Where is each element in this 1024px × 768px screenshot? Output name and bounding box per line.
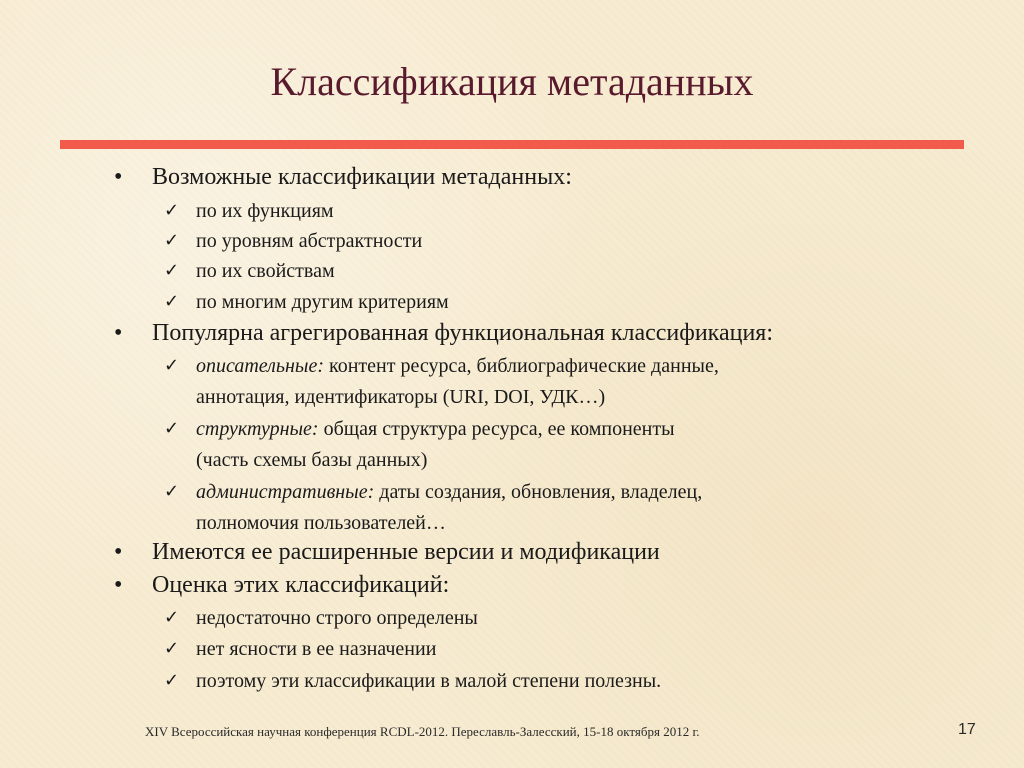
sub-item bbox=[164, 355, 719, 378]
sub-item-text: по их свойствам bbox=[196, 260, 335, 282]
checkmark-icon: ✓ bbox=[164, 418, 180, 439]
sub-item bbox=[164, 607, 478, 630]
sub-item-continuation: полномочия пользователей… bbox=[196, 512, 446, 534]
sub-item bbox=[164, 200, 334, 223]
sub-item-continuation: (часть схемы базы данных) bbox=[196, 449, 428, 471]
bullet-text: Имеются ее расширенные версии и модификации bbox=[152, 539, 660, 565]
bullet-icon: • bbox=[114, 539, 123, 565]
bullet-icon: • bbox=[114, 320, 123, 346]
sub-item-term: административные: bbox=[196, 481, 375, 503]
sub-item-text: по их функциям bbox=[196, 200, 334, 222]
sub-item-text: поэтому эти классификации в малой степени полезны. bbox=[196, 670, 662, 692]
checkmark-icon: ✓ bbox=[164, 355, 180, 376]
sub-item-term: описательные: bbox=[196, 355, 325, 377]
sub-item bbox=[164, 481, 703, 504]
sub-item bbox=[164, 418, 675, 441]
bullet-text: Популярна агрегированная функциональная классификация: bbox=[152, 320, 773, 346]
checkmark-icon: ✓ bbox=[164, 670, 180, 691]
sub-item-term: структурные: bbox=[196, 418, 319, 440]
bullet-item bbox=[114, 539, 660, 566]
slide-title: Классификация метаданных bbox=[270, 59, 754, 104]
sub-item bbox=[164, 291, 449, 314]
sub-item bbox=[164, 230, 423, 253]
bullet-text: Оценка этих классификаций: bbox=[152, 572, 450, 598]
bullet-item bbox=[114, 164, 572, 191]
bullet-icon: • bbox=[114, 164, 123, 190]
sub-item-text: по многим другим критериям bbox=[196, 291, 449, 313]
checkmark-icon: ✓ bbox=[164, 291, 180, 312]
title-divider bbox=[60, 140, 964, 149]
checkmark-icon: ✓ bbox=[164, 481, 180, 502]
bullet-icon: • bbox=[114, 572, 123, 598]
checkmark-icon: ✓ bbox=[164, 230, 180, 251]
checkmark-icon: ✓ bbox=[164, 260, 180, 281]
footer-text: XIV Всероссийская научная конференция RCDL-2012. Переславль-Залесский, 15-18 октября 2012 г. bbox=[145, 724, 700, 739]
sub-item-text: даты создания, обновления, владелец, bbox=[374, 481, 703, 503]
checkmark-icon: ✓ bbox=[164, 638, 180, 659]
bullet-text: Возможные классификации метаданных: bbox=[152, 164, 572, 190]
page-number: 17 bbox=[958, 721, 976, 738]
sub-item-text: контент ресурса, библиографические данные, bbox=[324, 355, 719, 377]
bullet-item bbox=[114, 572, 450, 599]
sub-item-text: нет ясности в ее назначении bbox=[196, 638, 437, 660]
sub-item bbox=[164, 638, 437, 661]
sub-item-text: недостаточно строго определены bbox=[196, 607, 478, 629]
checkmark-icon: ✓ bbox=[164, 607, 180, 628]
sub-item-text: общая структура ресурса, ее компоненты bbox=[318, 418, 675, 440]
bullet-item bbox=[114, 320, 773, 347]
checkmark-icon: ✓ bbox=[164, 200, 180, 221]
sub-item bbox=[164, 670, 662, 693]
sub-item-continuation: аннотация, идентификаторы (URI, DOI, УДК…) bbox=[196, 386, 606, 408]
sub-item bbox=[164, 260, 335, 283]
sub-item-text: по уровням абстрактности bbox=[196, 230, 423, 252]
